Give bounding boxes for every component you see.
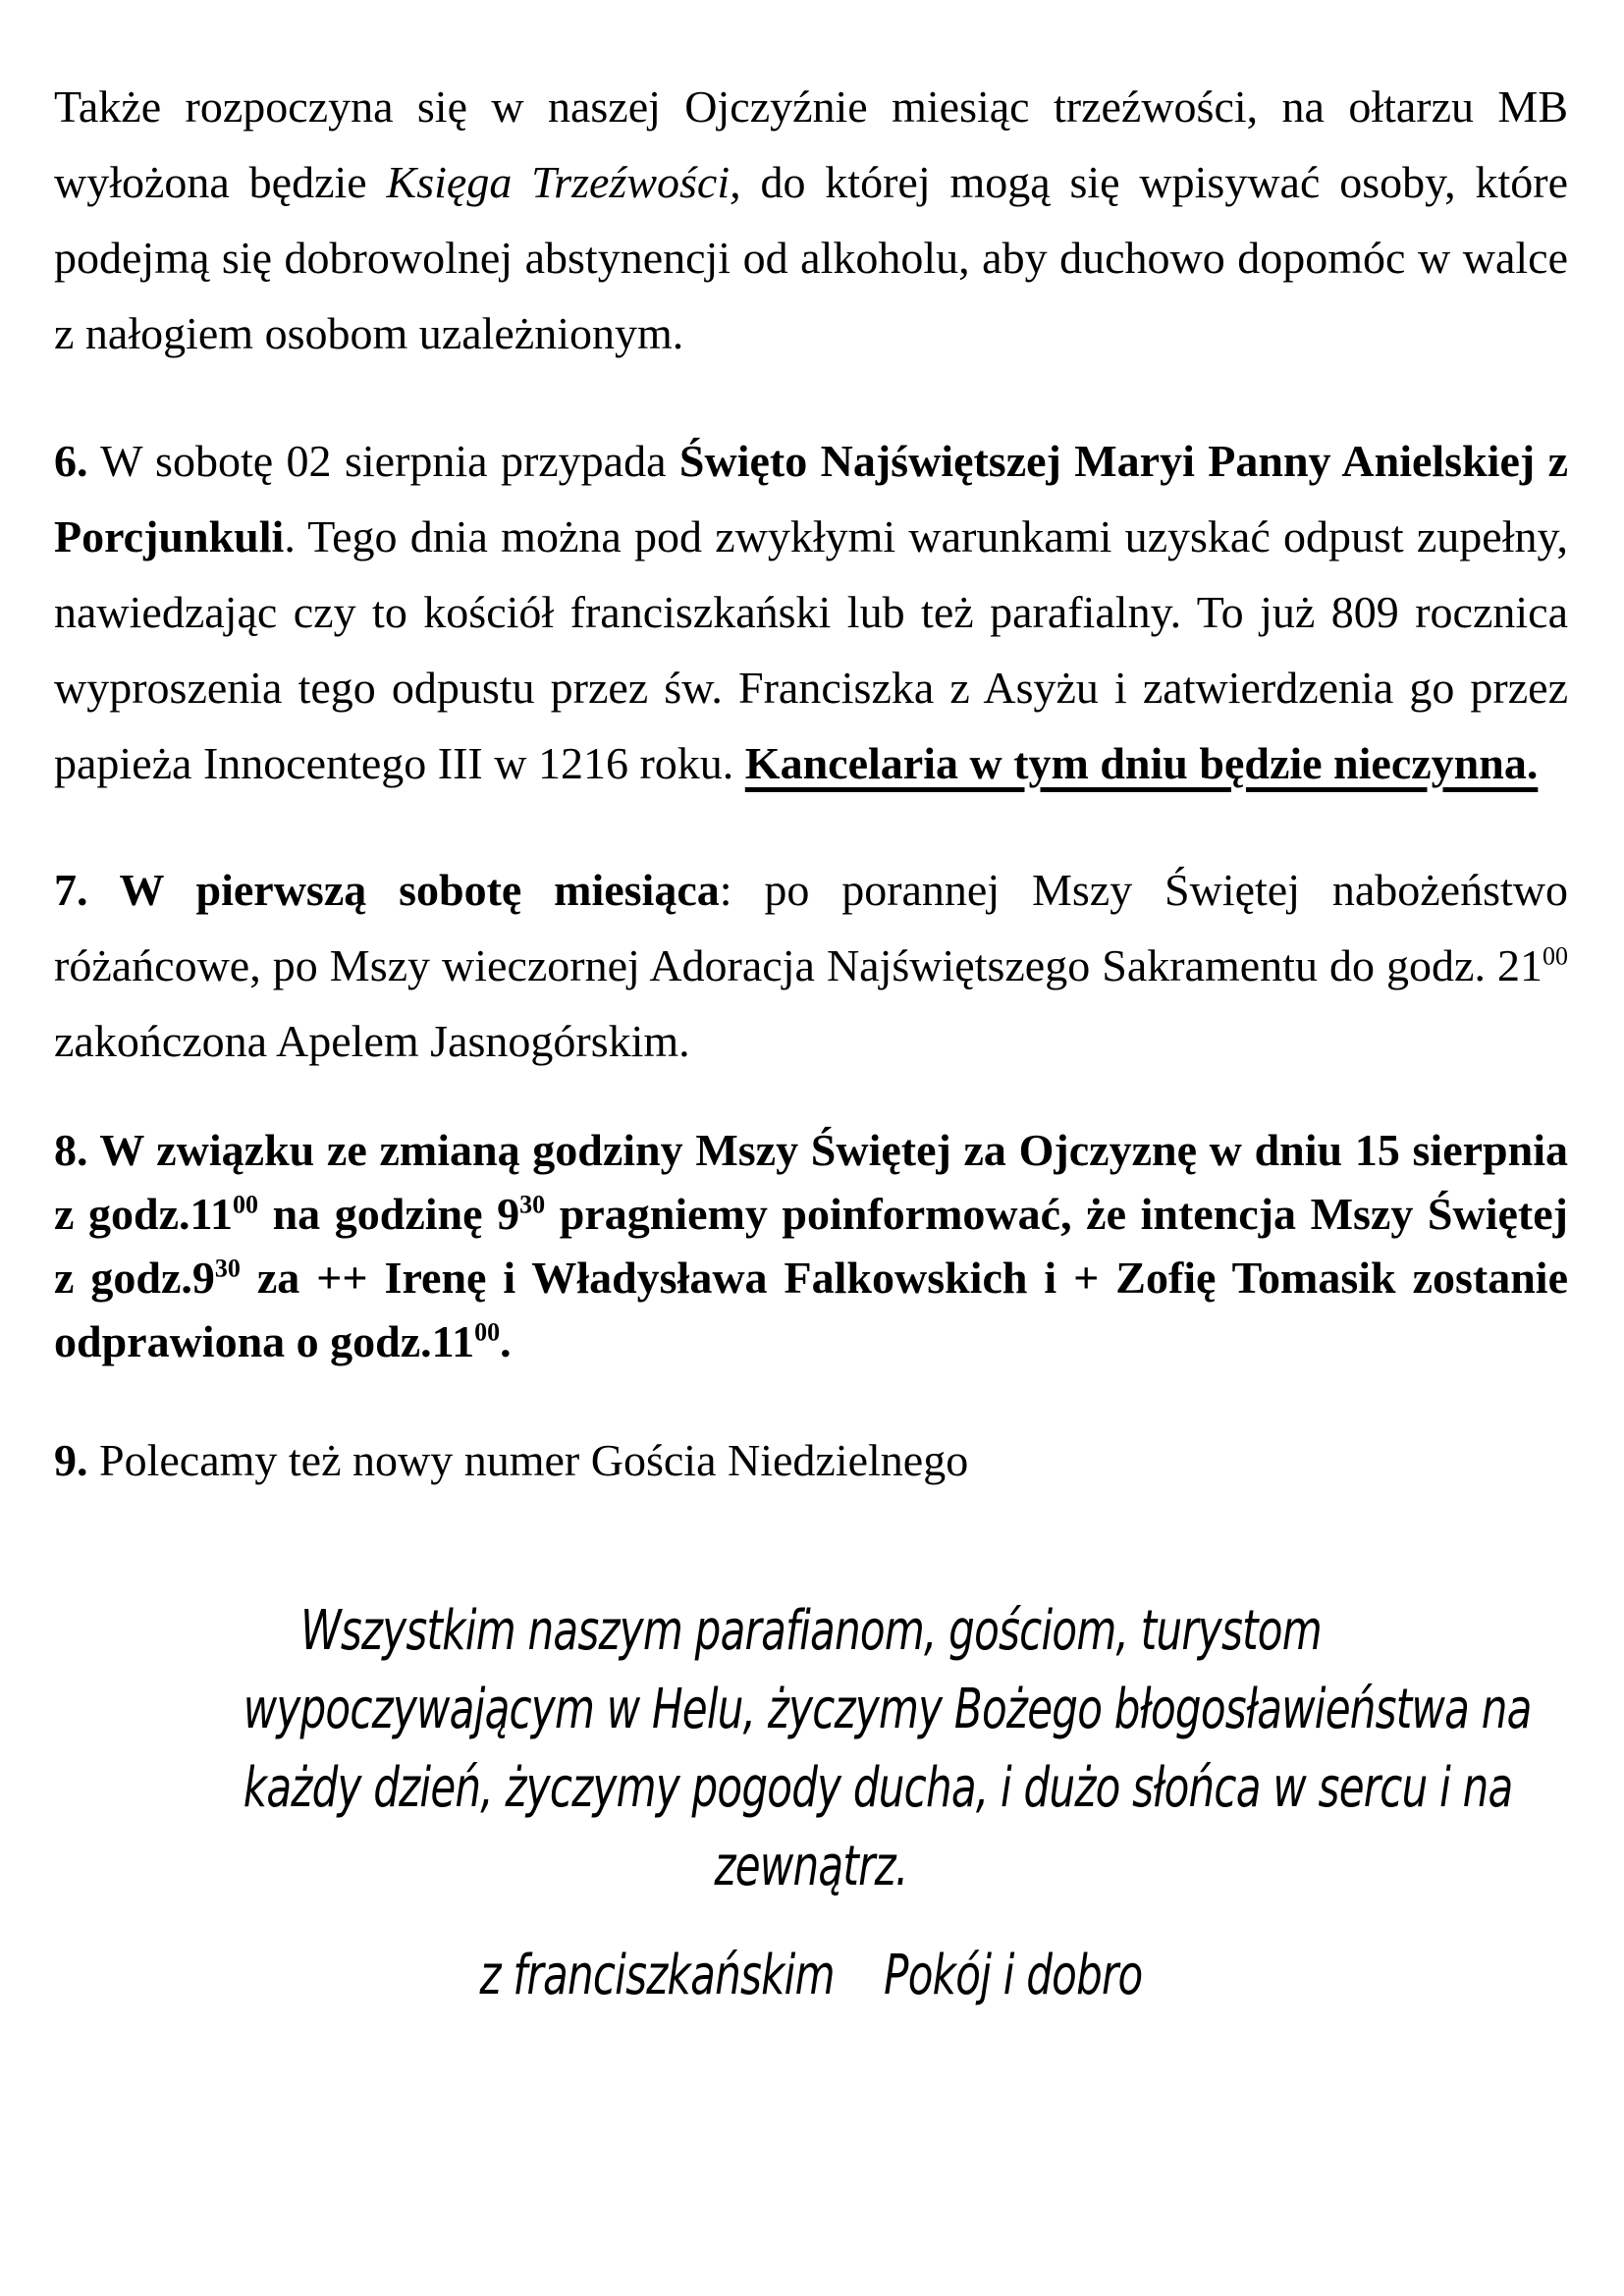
- text-run: Kancelaria w tym dniu będzie nieczynna.: [744, 738, 1539, 788]
- announcement-item-9: [54, 1422, 1568, 1498]
- announcement-item-7: [54, 852, 1568, 1079]
- text-run: 00: [474, 1317, 501, 1347]
- text-run: 6.: [54, 436, 88, 486]
- text-run: 30: [214, 1254, 241, 1283]
- text-run: 00: [232, 1190, 258, 1219]
- text-run: za ++ Irenę i Władysława Falkowskich i + Zofię Tomasik zostanie odprawiona o godz.11: [54, 1253, 1568, 1366]
- text-run: Święto Najświętszej Maryi Panny Anielskiej z Porcjunkuli: [54, 436, 1568, 561]
- blessing-line: Wszystkim naszym parafianom, gościom, turystom: [300, 1599, 1322, 1663]
- text-run: 9.: [54, 1435, 88, 1485]
- text-run: : po porannej Mszy Świętej nabożeństwo różańcowe, po Mszy wieczornej Adoracja Najświętszego Sakramentu do godz. 21: [54, 865, 1568, 990]
- blessing-line: każdy dzień, życzymy pogody ducha, i dużo słońca w sercu i na: [243, 1756, 1513, 1820]
- text-run: Także rozpoczyna się w naszej Ojczyźnie miesiąc trzeźwości, na ołtarzu MB wyłożona będzie: [54, 81, 1568, 207]
- announcement-item-6: [54, 423, 1568, 801]
- blessing-line: wypoczywającym w Helu, życzymy Bożego błogosławieństwa na: [243, 1678, 1532, 1741]
- blessing-line: zewnątrz.: [714, 1835, 908, 1898]
- text-run: do której mogą się wpisywać osoby, które podejmą się dobrowolnej abstynencji od alkoholu, aby duchowo dopomóc w walce z nałogiem osobom uzależnionym.: [54, 157, 1568, 358]
- text-run: 30: [519, 1190, 546, 1219]
- text-run: .: [500, 1316, 512, 1366]
- text-run: W sobotę 02 sierpnia przypada: [87, 436, 679, 486]
- blessing-message: [54, 1592, 1568, 1906]
- announcement-item-8: [54, 1118, 1568, 1373]
- text-run: zakończona Apelem Jasnogórskim.: [54, 1016, 690, 1066]
- text-run: . Tego dnia można pod zwykłymi warunkami uzyskać odpust zupełny, nawiedzając czy to kościół franciszkański lub też parafialny. To już 809 rocznica wyproszenia tego odpustu przez św. Franciszka z Asyżu i zatwierdzenia go przez papieża Innocentego III w 1216 roku.: [54, 511, 1568, 788]
- text-run: pragniemy poinformować, że intencja Mszy Świętej z godz.9: [54, 1189, 1568, 1303]
- text-run: 8. W związku ze zmianą godziny Mszy Świętej za Ojczyznę w dniu 15 sierpnia z godz.11: [54, 1125, 1568, 1239]
- paragraph-sobriety-intro: [54, 69, 1568, 371]
- closing-greeting: z franciszkańskim Pokój i dobro: [479, 1944, 1143, 2007]
- text-run: Polecamy też nowy numer Gościa Niedzielnego: [87, 1435, 969, 1485]
- text-run: na godzinę 9: [257, 1189, 520, 1239]
- text-run: 7. W pierwszą sobotę miesiąca: [54, 865, 720, 915]
- text-run: 00: [1543, 941, 1568, 971]
- text-run: Księga Trzeźwości,: [386, 157, 741, 207]
